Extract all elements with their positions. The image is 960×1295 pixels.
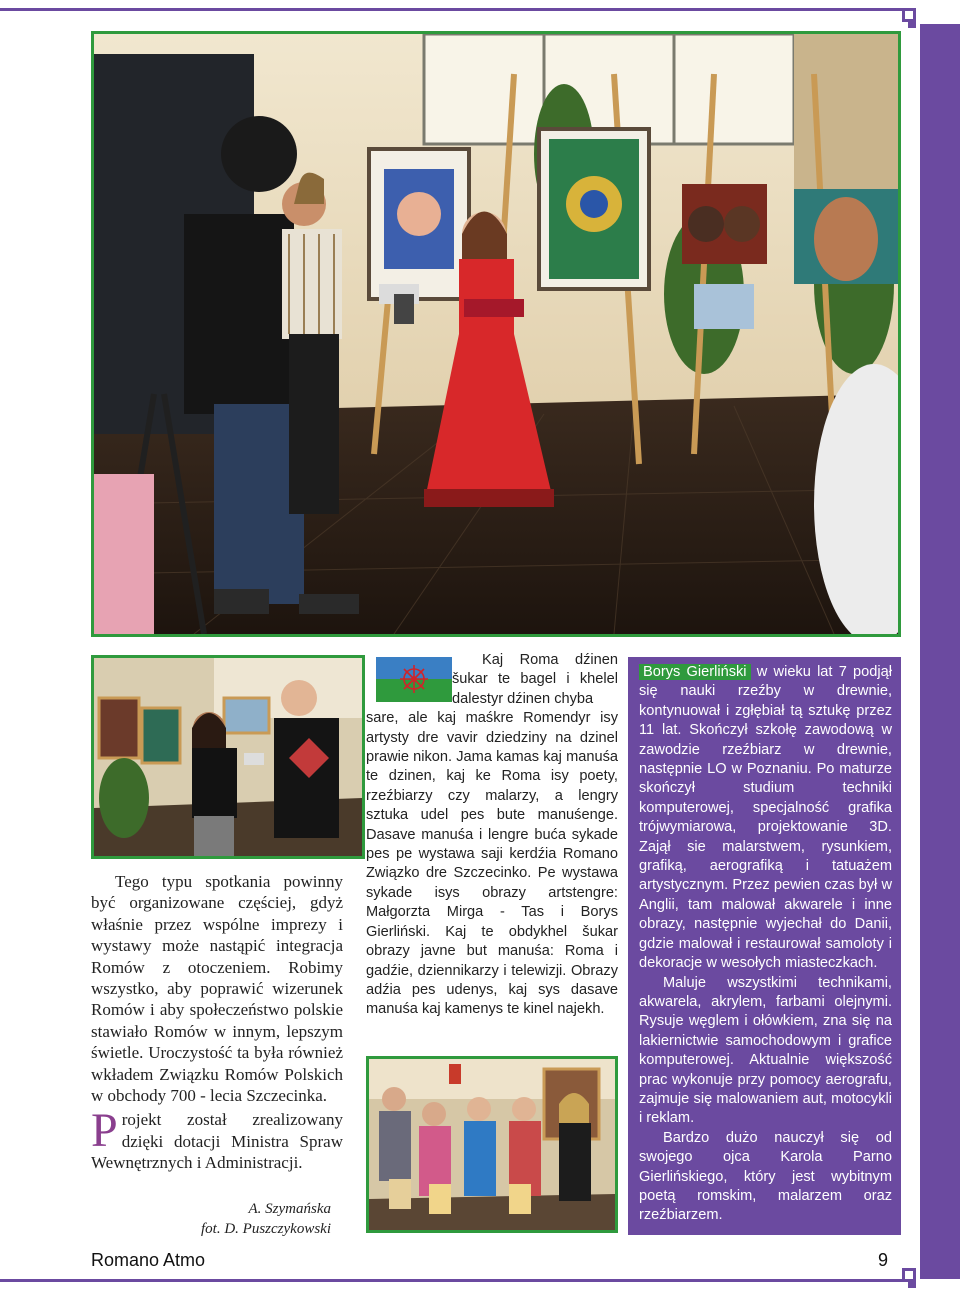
bio-paragraph-2: Maluje wszystkimi technikami, akwarela, akrylem, farbami olejnymi. Rysuje węglem i ołówkiem, zna się na lakiernictwie samochodowym i grafice komputerowej. Aktualnie większość prac wykonuje przy pomocy aerografu, zajmuje się malowaniem aut, motocykli i reklam. [639,974,892,1127]
page-number: 9 [878,1250,889,1270]
romani-intro-text: Kaj Roma dźinen šukar te bagel i khelel dalestyr dźinen chyba [452,652,618,707]
bio-paragraph-1-text: w wieku lat 7 podjął się nauki rzeźby w drewnie, kontynuował i zgłębiał tą sztukę przez 11 lat. Skończył szkołę zawodową w zawodzie rzeźbiarz w drewnie, następnie LO w Poznaniu. Po maturze skończył studium techniki komputerowej, specjalność grafika trójwymiarowa, projektowanie 3D. Zajął sie malarstwem, rysunkiem, grafiką, aerografiką i tatuażem artystycznym. Przez pewien czas był w Anglii, tam malował akwarele i inne obrazy, następnie wyjechał do Danii, gdzie malował i restaurował samoloty i dekoracje w wesołych miasteczkach. [639,664,892,972]
artist-name-highlight: Borys Gierliński [639,664,751,680]
top-border-line [0,8,912,11]
photo-exhibition-interview [91,31,901,637]
credits [91,1199,331,1239]
photo-young-artists-group [366,1056,618,1233]
drop-cap: P [91,1104,118,1158]
polish-paragraph-2 [91,1104,343,1173]
photo-artist-interview [91,655,365,859]
photo-credit: fot. D. Puszczykowski [201,1221,331,1237]
bio-paragraph-1 [639,663,892,974]
bio-paragraph-3: Bardzo dużo nauczył się od swojego ojca Karola Parno Gierlińskiego, który jest wybitnym poetą romskim, malarzem oraz rzeźbiarzem. [639,1129,892,1224]
polish-article-text [91,871,343,1174]
polish-paragraph-1: Tego typu spotkania powinny być organizowane częściej, gdyż właśnie przez wspólne imprezy i wystawy może nastąpić integracja Romów z otoczeniem. Robimy wszystko, aby poprawić wizerunek Romów i aby społeczeństwo polskie stawiało Romów w innym, lepszym świetle. Uroczystość ta była również wkładem Związku Romów Polskich w obchody 700 - lecia Szczecinka. [91,872,343,1106]
romani-body-text: sare, ale kaj maśkre Romendyr isy artysty dre vavir dziedziny na dzinel prawie nikon. Jama kamas kaj manuśa te dzinen, kaj ke Roma isy poety, rzeźbiarzy czy malarzy, a lengry sztuka udel pes bute manuśenge. Dasave manuśa i lengre buća sykade pes pe wystawa saji kerdźia Romano Związko dre Szczecinko. Pe wystawa sykade isys obrazy artstengre: Małgorzta Mirga - Tas i Borys Gierliński. Kaj te obdykhel šukar obrazy javne but manuśa: Roma i gadźie, dziennikarzy i telewizji. Obrazy adźia pes udenys, kaj sys dasave manuśa kaj kamenys te kinel najekh. [366,710,618,1018]
bottom-border-line [0,1279,912,1282]
corner-dot-bottom [908,1280,916,1288]
romani-article-text [366,651,618,1020]
corner-dot-top [908,20,916,28]
magazine-title: Romano Atmo [91,1250,206,1270]
polish-paragraph-2-text: rojekt został zrealizowany dzięki dotacji Ministra Spraw Wewnętrznych i Administracji. [91,1110,343,1173]
side-accent-bar [920,24,960,1279]
artist-bio-box [628,657,901,1235]
author-credit: A. Szymańska [248,1201,331,1217]
